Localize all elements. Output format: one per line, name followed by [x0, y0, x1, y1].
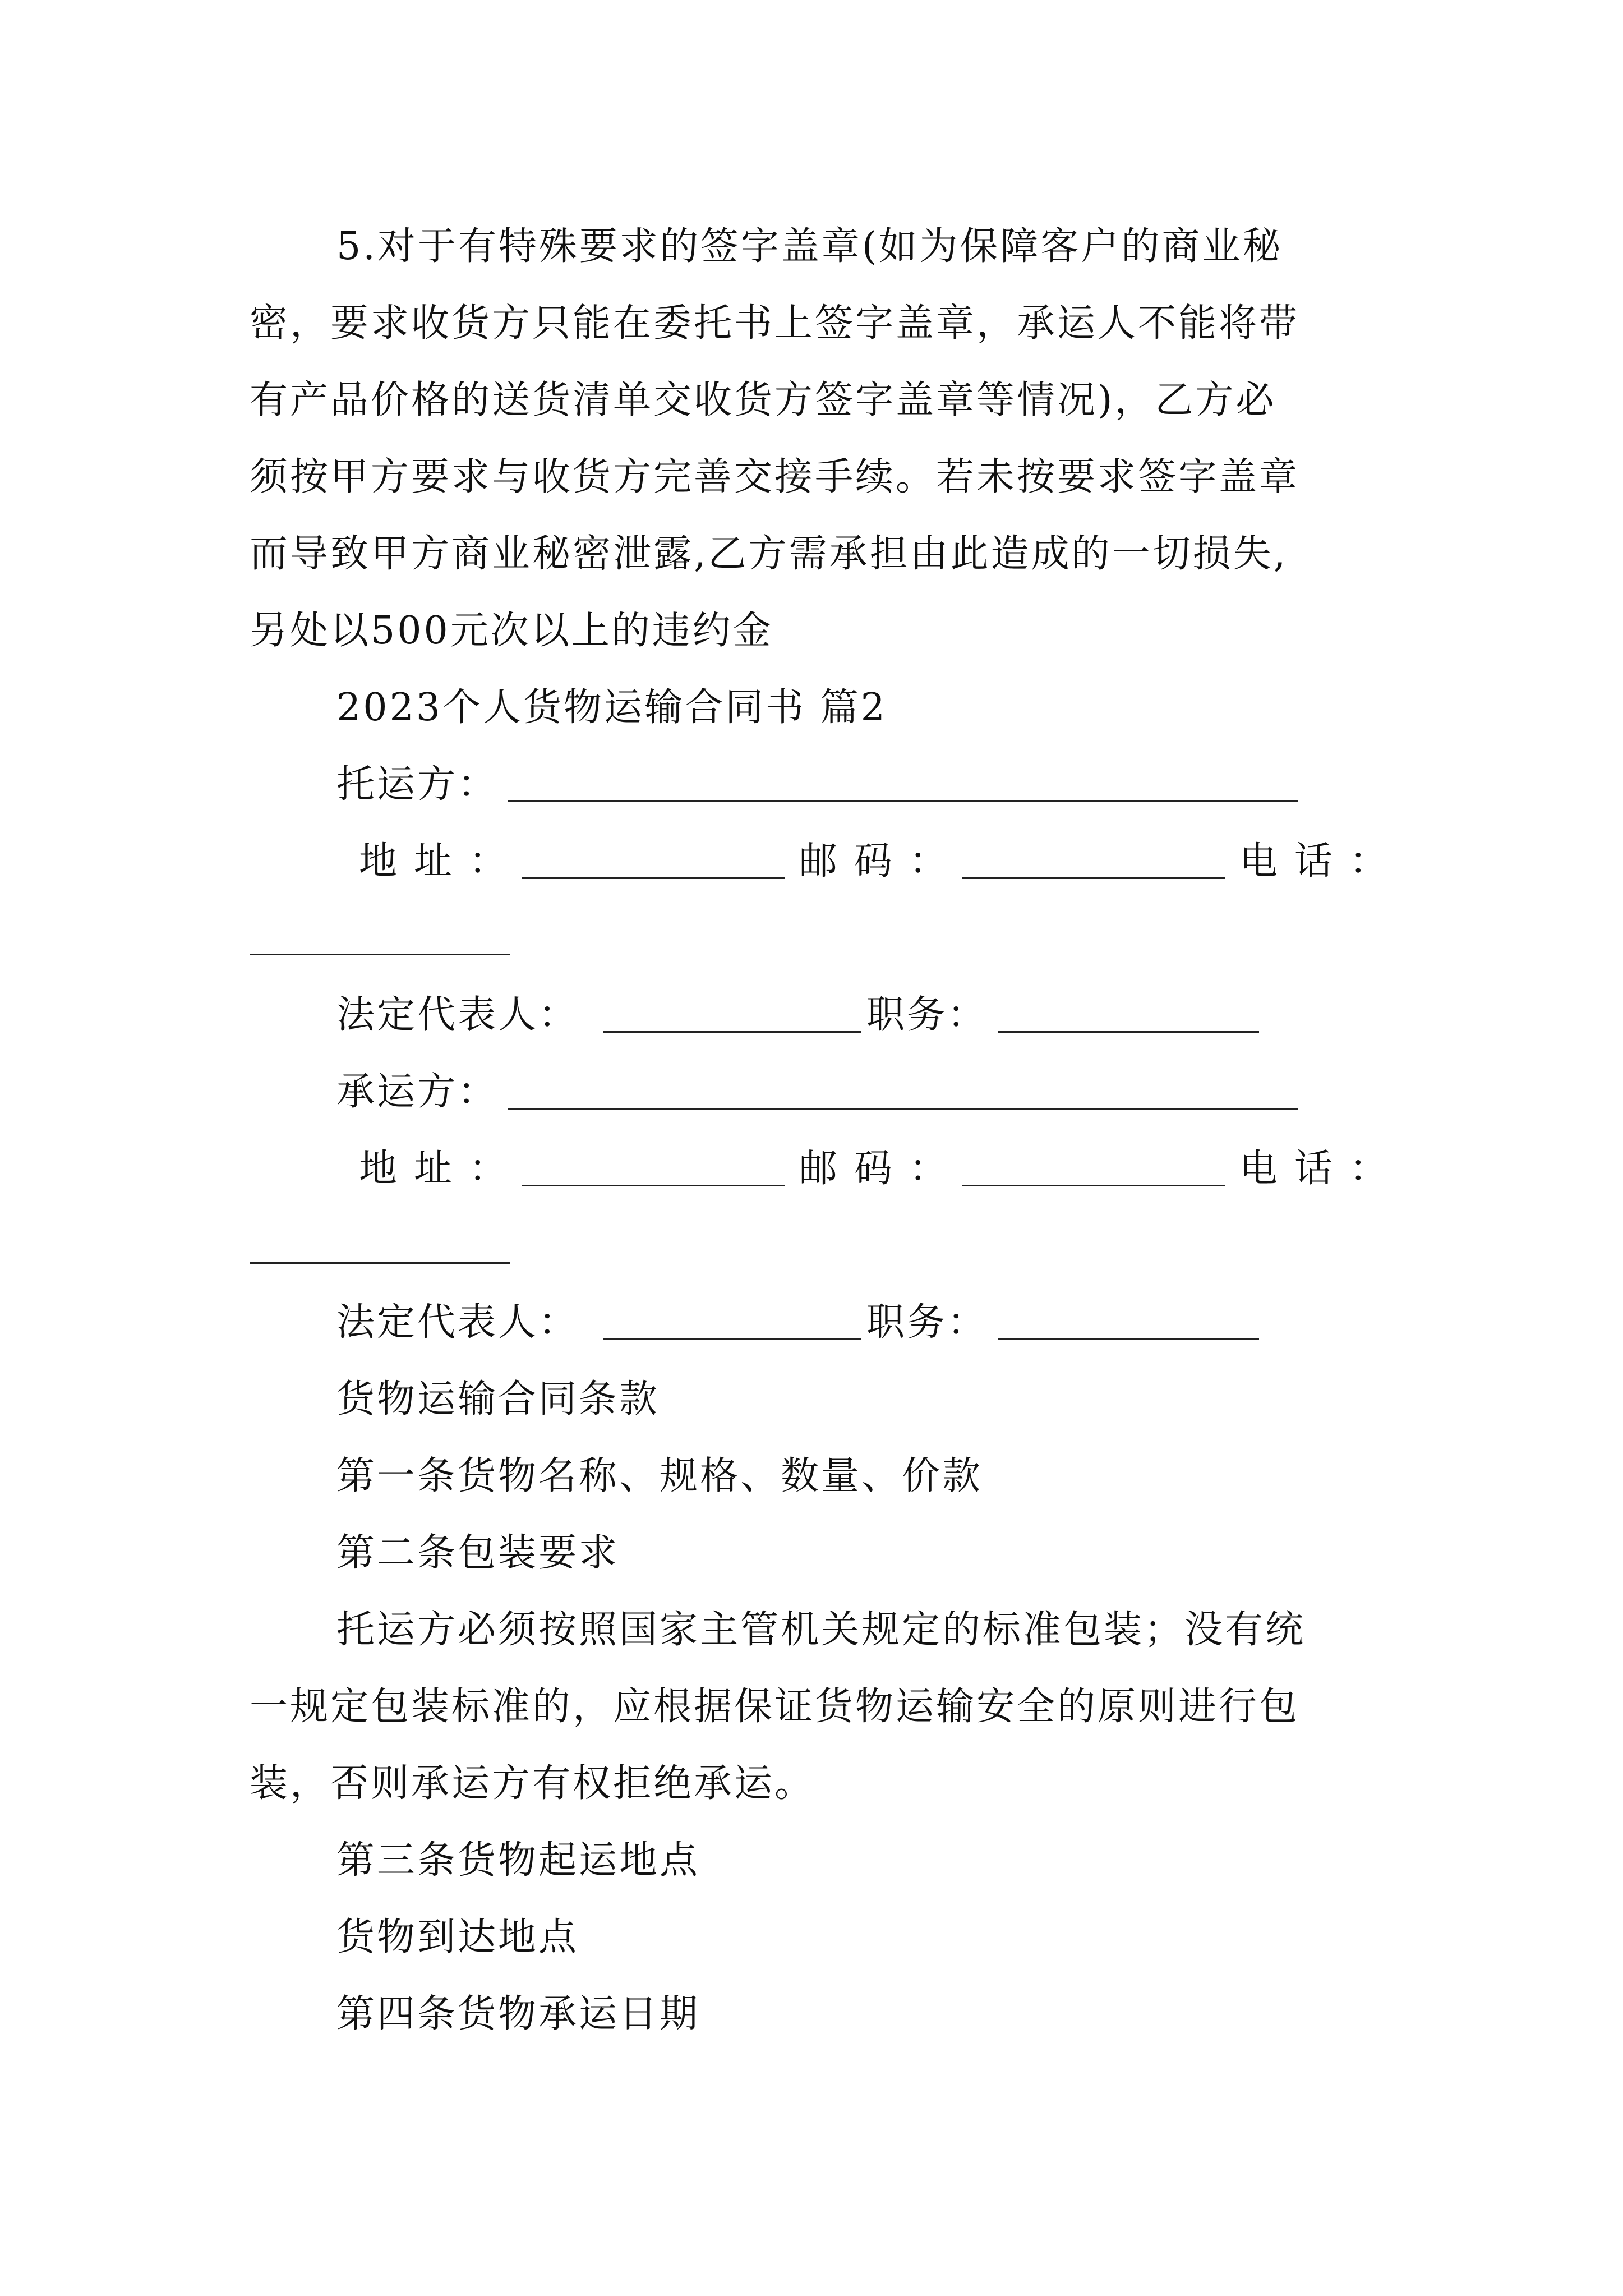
shipper-address-blank	[522, 877, 785, 879]
clause-art2-line1: 托运方必须按照国家主管机关规定的标准包装；没有统	[336, 1608, 1306, 1652]
para5-line6: 另处以500元次以上的违约金	[250, 609, 773, 653]
para5-line4: 须按甲方要求与收货方完善交接手续。若未按要求签字盖章	[250, 455, 1300, 499]
carrier-name-blank	[508, 1108, 1298, 1110]
shipper-label: 托运方：	[336, 762, 499, 807]
para5-line5: 而导致甲方商业秘密泄露,乙方需承担由此造成的一切损失,	[250, 532, 1288, 576]
carrier-position-label: 职务：	[866, 1300, 988, 1345]
para5-line1: 5.对于有特殊要求的签字盖章(如为保障客户的商业秘	[336, 224, 1283, 269]
carrier-phone-label: 电话：	[1239, 1147, 1405, 1191]
shipper-phone-label: 电话：	[1239, 839, 1405, 884]
clause-art2: 第二条包装要求	[336, 1531, 620, 1575]
carrier-address-label: 地址：	[359, 1147, 524, 1191]
carrier-legal-rep-label: 法定代表人：	[336, 1300, 579, 1345]
clause-art4: 第四条货物承运日期	[336, 1992, 700, 2036]
shipper-phone-blank	[250, 954, 510, 955]
shipper-legal-rep-label: 法定代表人：	[336, 993, 579, 1037]
shipper-postcode-blank	[962, 877, 1225, 879]
shipper-postcode-label: 邮码：	[799, 839, 965, 884]
clauses-heading: 货物运输合同条款	[336, 1377, 660, 1421]
shipper-name-blank	[508, 800, 1298, 802]
carrier-legal-rep-blank	[603, 1338, 861, 1340]
clause-art2-line3: 装，否则承运方有权拒绝承运。	[250, 1761, 815, 1806]
carrier-postcode-label: 邮码：	[799, 1147, 965, 1191]
carrier-phone-blank	[250, 1262, 510, 1264]
carrier-postcode-blank	[962, 1185, 1225, 1186]
clause-art3: 第三条货物起运地点	[336, 1838, 700, 1883]
clause-art1: 第一条货物名称、规格、数量、价款	[336, 1454, 983, 1498]
shipper-position-blank	[998, 1031, 1259, 1033]
para5-line2: 密，要求收货方只能在委托书上签字盖章，承运人不能将带	[250, 301, 1300, 346]
shipper-address-label: 地址：	[359, 839, 524, 884]
section-title: 2023个人货物运输合同书 篇2	[336, 685, 887, 730]
carrier-address-blank	[522, 1185, 785, 1186]
clause-art3-destination: 货物到达地点	[336, 1915, 579, 1959]
para5-line3: 有产品价格的送货清单交收货方签字盖章等情况)，乙方必	[250, 378, 1276, 422]
clause-art2-line2: 一规定包装标准的，应根据保证货物运输安全的原则进行包	[250, 1685, 1300, 1729]
shipper-legal-rep-blank	[603, 1031, 861, 1033]
carrier-label: 承运方：	[336, 1070, 499, 1114]
shipper-position-label: 职务：	[866, 993, 988, 1037]
carrier-position-blank	[998, 1338, 1259, 1340]
